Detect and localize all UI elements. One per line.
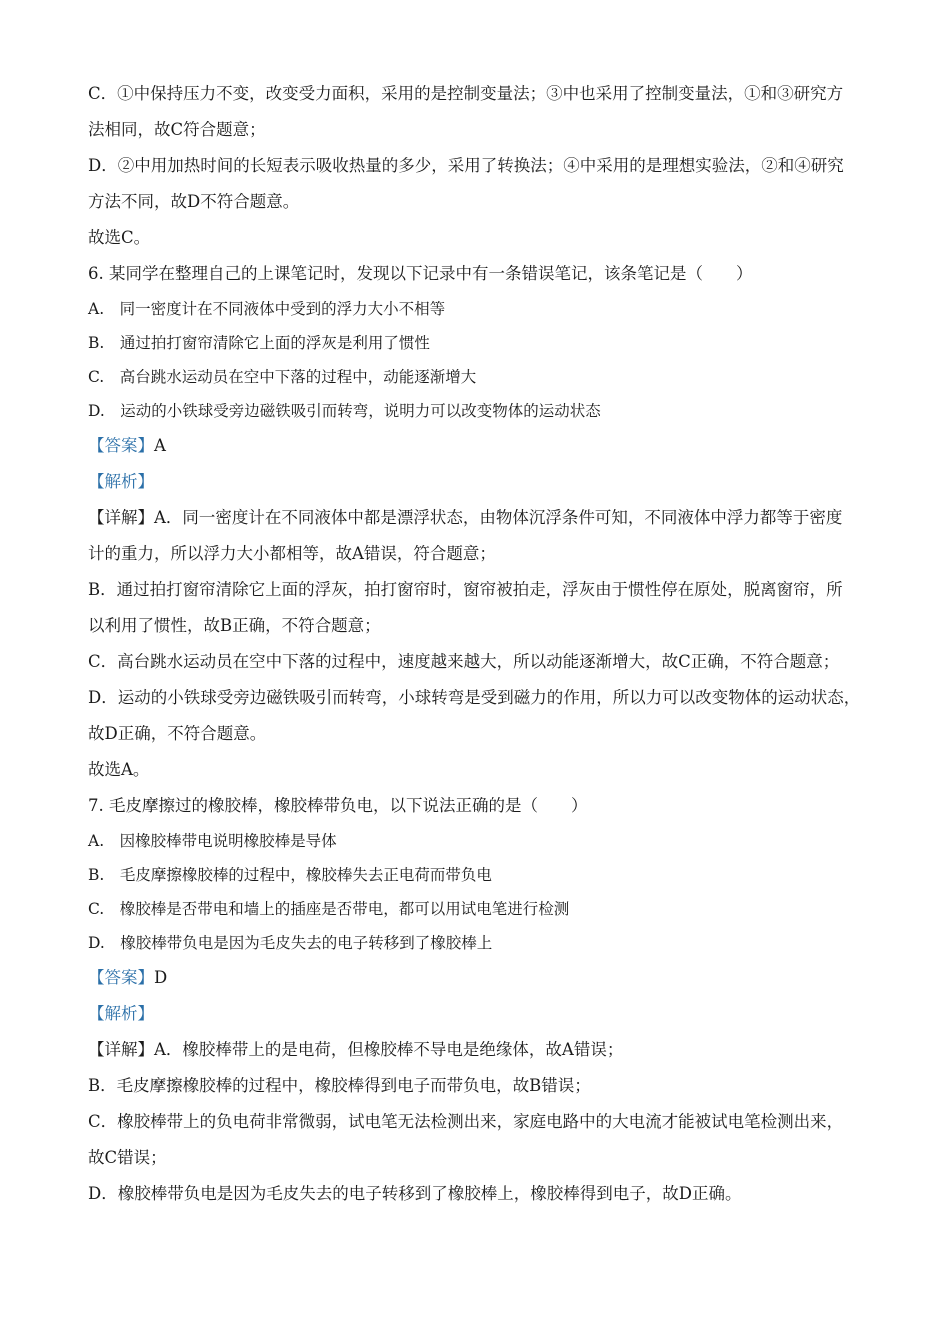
q6-choice: 故选A。 <box>88 760 150 779</box>
q6-detail-a1-text: A．同一密度计在不同液体中都是漂浮状态，由物体沉浮条件可知，不同液体中浮力都等于密度 <box>154 508 843 527</box>
q6-detail-c1: C．高台跳水运动员在空中下落的过程中，速度越来越大，所以动能逐渐增大，故C正确，不符合题意； <box>88 652 840 671</box>
q6-detail-d2: 故D正确，不符合题意。 <box>88 724 267 743</box>
q7-detail-c2: 故C错误； <box>88 1148 167 1167</box>
q6-answer <box>88 428 878 464</box>
document-body <box>88 76 878 1212</box>
q6-detail-d1: D．运动的小铁球受旁边磁铁吸引而转弯，小球转弯是受到磁力的作用，所以力可以改变物体的运动状态， <box>88 688 861 707</box>
q6-stem: 6. 某同学在整理自己的上课笔记时，发现以下记录中有一条错误笔记，该条笔记是（ ） <box>88 264 753 283</box>
q7-option-b: B. 毛皮摩擦橡胶棒的过程中，橡胶棒失去正电荷而带负电 <box>88 866 492 884</box>
q7-detail-a1 <box>88 1032 878 1068</box>
q7-detail-b1: B．毛皮摩擦橡胶棒的过程中，橡胶棒得到电子而带负电，故B错误； <box>88 1076 591 1095</box>
q7-answer-value: D <box>154 968 168 987</box>
q7-option-c: C. 橡胶棒是否带电和墙上的插座是否带电，都可以用试电笔进行检测 <box>88 900 570 918</box>
prev-d-line1: D．②中用加热时间的长短表示吸收热量的多少，采用了转换法；④中采用的是理想实验法，②和④研究 <box>88 156 844 175</box>
q6-detail-b1: B．通过拍打窗帘清除它上面的浮灰，拍打窗帘时，窗帘被拍走，浮灰由于惯性停在原处，脱离窗帘，所 <box>88 580 843 599</box>
q7-detail-tag: 【详解】 <box>88 1040 154 1059</box>
q7-answer-tag: 【答案】 <box>88 968 154 987</box>
q6-option-c: C. 高台跳水运动员在空中下落的过程中，动能逐渐增大 <box>88 368 477 386</box>
q7-analysis <box>88 996 878 1032</box>
prev-choice: 故选C。 <box>88 228 151 247</box>
q6-detail-b2: 以利用了惯性，故B正确，不符合题意； <box>88 616 381 635</box>
q6-detail-a2: 计的重力，所以浮力大小都相等，故A错误，符合题意； <box>88 544 496 563</box>
q6-answer-value: A <box>154 436 166 455</box>
prev-c-line2: 法相同，故C符合题意； <box>88 120 266 139</box>
q6-analysis-tag: 【解析】 <box>88 472 154 491</box>
q7-answer <box>88 960 878 996</box>
prev-c-line1: C．①中保持压力不变，改变受力面积，采用的是控制变量法；③中也采用了控制变量法，①和③研究方 <box>88 84 844 103</box>
q6-option-d: D. 运动的小铁球受旁边磁铁吸引而转弯，说明力可以改变物体的运动状态 <box>88 402 601 420</box>
q7-option-a: A. 因橡胶棒带电说明橡胶棒是导体 <box>88 832 337 850</box>
q6-answer-tag: 【答案】 <box>88 436 154 455</box>
prev-d-line2: 方法不同，故D不符合题意。 <box>88 192 300 211</box>
q7-detail-c1: C．橡胶棒带上的负电荷非常微弱，试电笔无法检测出来，家庭电路中的大电流才能被试电笔检测出来， <box>88 1112 844 1131</box>
q6-option-b: B. 通过拍打窗帘清除它上面的浮灰是利用了惯性 <box>88 334 430 352</box>
q6-detail-tag: 【详解】 <box>88 508 154 527</box>
q7-detail-a1-text: A．橡胶棒带上的是电荷，但橡胶棒不导电是绝缘体，故A错误； <box>154 1040 624 1059</box>
q6-analysis <box>88 464 878 500</box>
q6-detail-a1 <box>88 500 878 536</box>
q7-analysis-tag: 【解析】 <box>88 1004 154 1023</box>
q6-option-a: A. 同一密度计在不同液体中受到的浮力大小不相等 <box>88 300 446 318</box>
q7-option-d: D. 橡胶棒带负电是因为毛皮失去的电子转移到了橡胶棒上 <box>88 934 493 952</box>
q7-stem: 7. 毛皮摩擦过的橡胶棒，橡胶棒带负电，以下说法正确的是（ ） <box>88 796 588 815</box>
q7-detail-d1: D．橡胶棒带负电是因为毛皮失去的电子转移到了橡胶棒上，橡胶棒得到电子，故D正确。 <box>88 1184 742 1203</box>
